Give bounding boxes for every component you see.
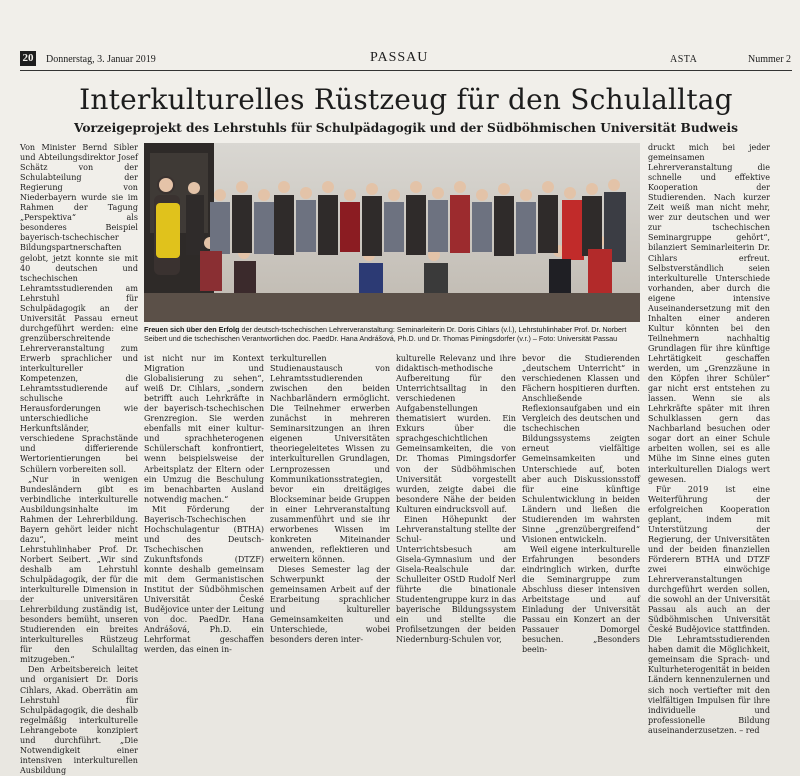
group-photo: [144, 143, 640, 322]
paragraph: Für 2019 ist eine Weiterführung der erfolgreichen Kooperation geplant, indem mit Unterstützung der Regierung, der Universitäten und der beiden finanziellen Förderern BTHA und DTZF zwei einwöchige Lehrerveranstaltungen durchgeführt werden sollen, die sowohl an der Universität Passau als auch an der Südböhmischen Universität České Budějovice stattfinden. Die Lehramtsstudierenden haben damit die Möglichkeit, gemeinsam die Sprach- und Kulturheterogenität in beiden Ländern kennenzulernen und sich noch vertiefter mit den vielfältigen Impulsen für ihre individuelle und professionelle Bildung auseinanderzusetzen. – red: [648, 484, 770, 735]
page-number: 20: [20, 51, 36, 66]
text-column-6: [648, 143, 770, 736]
paragraph: „Nur in wenigen Bundesländern gibt es verbindliche interkulturelle Ausbildungsinhalte im Rahmen der Lehrerbildung. Bayern gehört leider nicht dazu“, meint Lehrstuhlinhaber Prof. Dr. Norbert Seibert. „Wir sind deshalb am Lehrstuhl Schulpädagogik, der für die interkulturelle Dimension in der universitären Lehrerbildung zuständig ist, besonders bemüht, unseren Studierenden ein breites interkulturelles Rüstzeug für den Schulalltag mitzugeben.“: [20, 474, 138, 665]
paragraph: ist nicht nur im Kontext Migration und Globalisierung zu sehen“, weiß Dr. Cihlars, „sondern betrifft auch Lehrkräfte in der bayerisch-tschechischen Grenzregion. Sie werden ebenfalls mit einer kultur- und sprachheterogenen Schülerschaft konfrontiert, wenn beispielsweise der Arbeitsplatz der Eltern oder ein Umzug die Beschulung im benachbarten Ausland notwendig machen.“: [144, 354, 264, 504]
publication-name: ASTA: [670, 54, 698, 65]
issue-date: Donnerstag, 3. Januar 2019: [46, 54, 156, 65]
group-photo-image: [144, 143, 640, 322]
caption-text: der deutsch-tschechischen Lehrerveranstaltung: Seminarleiterin Dr. Doris Cihlars (v.l.), Lehrstuhlinhaber Prof. Dr. Norbert Seibert und die tschechischen Verantwortlichen doc. PaedDr. Hana Andrášová, Ph.D. und Dr. Thomas Pimingsdorfer (v.r.) – Foto: Universität Passau: [144, 325, 627, 343]
caption-lead: Freuen sich über den Erfolg: [144, 325, 240, 334]
photo-caption: [144, 325, 640, 343]
text-column-1: [20, 143, 138, 776]
section-name: PASSAU: [370, 50, 429, 65]
edition-number: Nummer 2: [748, 54, 792, 65]
page-header: [20, 50, 792, 68]
text-column-3: [270, 354, 390, 645]
header-rule: [20, 70, 792, 71]
paragraph: Dieses Semester lag der Schwerpunkt der gemeinsamen Arbeit auf der Erarbeitung sprachlicher und kultureller Gemeinsamkeiten und Unterschiede, wobei besonders deren inter-: [270, 564, 390, 645]
article-title: Interkulturelles Rüstzeug für den Schulalltag: [79, 83, 733, 116]
paragraph: Den Arbeitsbereich leitet und organisiert Dr. Doris Cihlars, Akad. Oberrätin am Lehrstuhl für Schulpädagogik, die deshalb regelmäßig interkulturelle Lehrangebote konzipiert und durchführt. „Die Notwendigkeit einer intensiven interkulturellen Ausbildung: [20, 665, 138, 775]
text-column-2: [144, 354, 264, 655]
paragraph: Von Minister Bernd Sibler und Abteilungsdirektor Josef Schätz von der Schulabteilung der Regierung von Niederbayern wurde sie im Rahmen der Tagung „Perspektiva“ als besonderes Beispiel bayerisch-tschechischer Bildungspartnerschaften gelobt, jetzt konnte sie mit 40 deutschen und tschechischen Lehramtsstudierenden am Lehrstuhl für Schulpädagogik an der Universität Passau erneut durchgeführt werden: eine grenzüberschreitende Lehrerveranstaltung zum Erwerb sprachlicher und interkultureller Kompetenzen, die Lehramtsstudierende auf schulische Herausforderungen wie unterschiedliche Herkunftsländer, verschiedene Sprachstände und differierende Wertorientierungen bei Schülern vorbereiten soll.: [20, 143, 138, 474]
paragraph: Weil eigene interkulturelle Erfahrungen besonders eindringlich wirken, durfte die Seminargruppe zum Abschluss dieser intensiven Arbeitstage und auf Einladung der Universität Passau ein Konzert an der Passauer Domorgel besuchen. „Besonders beein-: [522, 544, 640, 655]
paragraph: bevor die Studierenden „deutschem Unterricht“ in verschiedenen Klassen und Fächern hospitieren durften. Anschließende Reflexionsaufgaben und ein Vergleich des deutschen und tschechischen Bildungssystems zeigten erneut vielfältige Gemeinsamkeiten und Unterschiede auf, boten aber auch Diskussionsstoff für eine künftige Schulentwicklung in beiden Ländern und ließen die Studierenden im wahrsten Sinne „grenzübergreifend“ Visionen entwickeln.: [522, 354, 640, 544]
text-column-5: [522, 354, 640, 655]
paragraph: kulturelle Relevanz und ihre didaktisch-methodische Aufbereitung für den Unterrichtsalltag in den verschiedenen Aufgabenstellungen thematisiert wurden. Ein Exkurs über die sprachgeschichtlichen Gemeinsamkeiten, die von Dr. Thomas Pimingsdorfer von der Südböhmischen Universität vorgestellt wurden, zeigte dabei die besondere Nähe der beiden Kulturen eindrucksvoll auf.: [396, 354, 516, 514]
article-subtitle: Vorzeigeprojekt des Lehrstuhls für Schulpädagogik und der Südböhmischen Universität Budweis: [74, 121, 738, 135]
paragraph: druckt mich bei jeder gemeinsamen Lehrerveranstaltung die schnelle und effektive Kooperation der Studierenden. Nach kurzer Zeit weiß man nicht mehr, wer zur deutschen und wer zur tschechischen Seminargruppe gehört“, bilanziert Seminarleiterin Dr. Cihlars erfreut. Selbstverständlich seien interkulturelle Unterschiede vorhanden, aber durch die eigene intensive Auseinandersetzung mit den Inhalten einer anderen Kultur könnten bei den Teilnehmern nachhaltig Grundlagen für ihre künftige Lehrtätigkeit geschaffen werden, um „Grenzzäune in den Köpfen ihrer Schüler“ gar nicht erst entstehen zu lassen. Wenn sie als Lehrkräfte später mit ihren Schulklassen gern das Nachbarland besuchen oder sogar dort an einer Schule arbeiten wollen, sei es alle Mühe im Sinne eines guten interkulturellen Dialogs wert gewesen.: [648, 143, 770, 484]
paragraph: terkulturellen Studienaustausch von Lehramtsstudierenden zwischen den beiden Nachbarländern ermöglicht. Die Teilnehmer erwerben zunächst in mehreren Seminarsitzungen an ihren eigenen Universitäten theoriegeleitetes Wissen zu interkulturellen Grundlagen, Lernprozessen und Kommunikationsstrategien, bevor ein dreitägiges Blockseminar beide Gruppen in einer Lehrveranstaltung zusammenführt und sie ihr erworbenes Wissen im konkreten Miteinander anwenden, reflektieren und erweitern können.: [270, 354, 390, 564]
paragraph: Mit Förderung der Bayerisch-Tschechischen Hochschulagentur (BTHA) und des Deutsch-Tschechischen Zukunftsfonds (DTZF) konnte deshalb gemeinsam mit dem Germanistischen Institut der Südböhmischen Universität České Budějovice unter der Leitung von doc. PaedDr. Hana Andrášová, Ph.D. ein Lehrformat geschaffen werden, das einen in-: [144, 504, 264, 655]
paragraph: Einen Höhepunkt der Lehrveranstaltung stellte der Schul- und Unterrichtsbesuch am Gisela-Gymnasium und der Gisela-Realschule dar. Schulleiter OStD Rudolf Nerl führte die binationale Studentengruppe kurz in das bayerische Bildungssystem ein und stellte die Profilsetzungen der beiden Niedernburg-Schulen vor,: [396, 514, 516, 645]
text-column-4: [396, 354, 516, 645]
